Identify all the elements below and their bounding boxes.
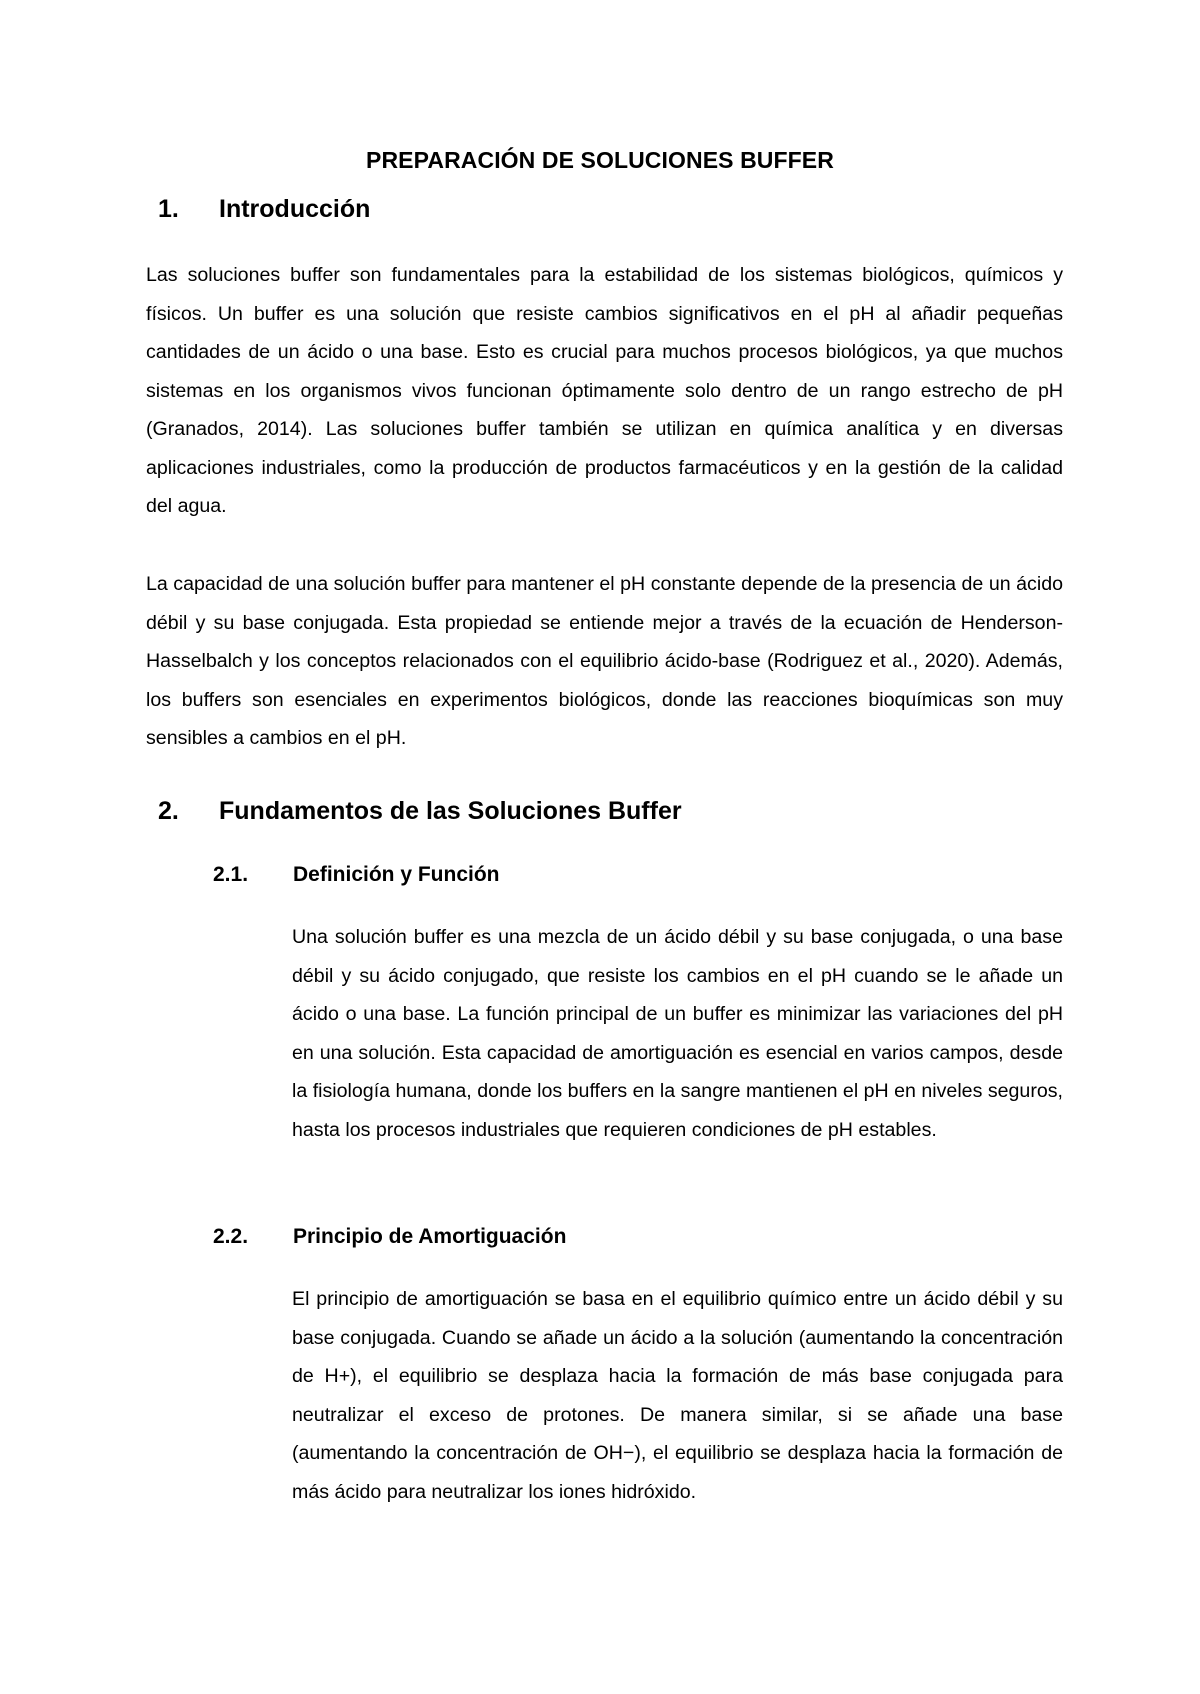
section-title: Fundamentos de las Soluciones Buffer [219, 797, 682, 825]
section-number: 2. [158, 797, 179, 825]
intro-paragraph-1: Las soluciones buffer son fundamentales para la estabilidad de los sistemas biológicos, químicos y físicos. Un buffer es una solución que resiste cambios significativos en el pH al añadir pequeñas cantidades de un ácido o una base. Esto es crucial para muchos procesos biológicos, ya que muchos sistemas en los organismos vivos funcionan óptimamente solo dentro de un rango estrecho de pH (Granados, 2014). Las soluciones buffer también se utilizan en química analítica y en diversas aplicaciones industriales, como la producción de productos farmacéuticos y en la gestión de la calidad del agua. [146, 264, 1063, 517]
document-title: PREPARACIÓN DE SOLUCIONES BUFFER [366, 147, 834, 173]
subsection-title: Definición y Función [293, 863, 500, 886]
subsection-heading-definicion [213, 861, 500, 889]
section-number: 1. [158, 195, 179, 223]
intro-paragraph-2: La capacidad de una solución buffer para mantener el pH constante depende de la presencia de un ácido débil y su base conjugada. Esta propiedad se entiende mejor a través de la ecuación de Henderson-Hasselbalch y los conceptos relacionados con el equilibrio ácido-base (Rodriguez et al., 2020). Además, los buffers son esenciales en experimentos biológicos, donde las reacciones bioquímicas son muy sensibles a cambios en el pH. [146, 573, 1063, 749]
section-heading-fundamentos [158, 795, 682, 827]
subsection-number: 2.2. [213, 1225, 249, 1248]
subsection-heading-principio [213, 1223, 566, 1251]
subsection-number: 2.1. [213, 863, 249, 886]
section-heading-introduccion [158, 193, 370, 225]
section-title: Introducción [219, 195, 371, 223]
definicion-paragraph: Una solución buffer es una mezcla de un ácido débil y su base conjugada, o una base débil y su ácido conjugado, que resiste los cambios en el pH cuando se le añade un ácido o una base. La función principal de un buffer es minimizar las variaciones del pH en una solución. Esta capacidad de amortiguación es esencial en varios campos, desde la fisiología humana, donde los buffers en la sangre mantienen el pH en niveles seguros, hasta los procesos industriales que requieren condiciones de pH estables. [292, 926, 1063, 1141]
principio-paragraph: El principio de amortiguación se basa en el equilibrio químico entre un ácido débil y su base conjugada. Cuando se añade un ácido a la solución (aumentando la concentración de H+), el equilibrio se desplaza hacia la formación de más base conjugada para neutralizar el exceso de protones. De manera similar, si se añade una base (aumentando la concentración de OH−), el equilibrio se desplaza hacia la formación de más ácido para neutralizar los iones hidróxido. [292, 1288, 1063, 1503]
subsection-title: Principio de Amortiguación [293, 1225, 567, 1248]
